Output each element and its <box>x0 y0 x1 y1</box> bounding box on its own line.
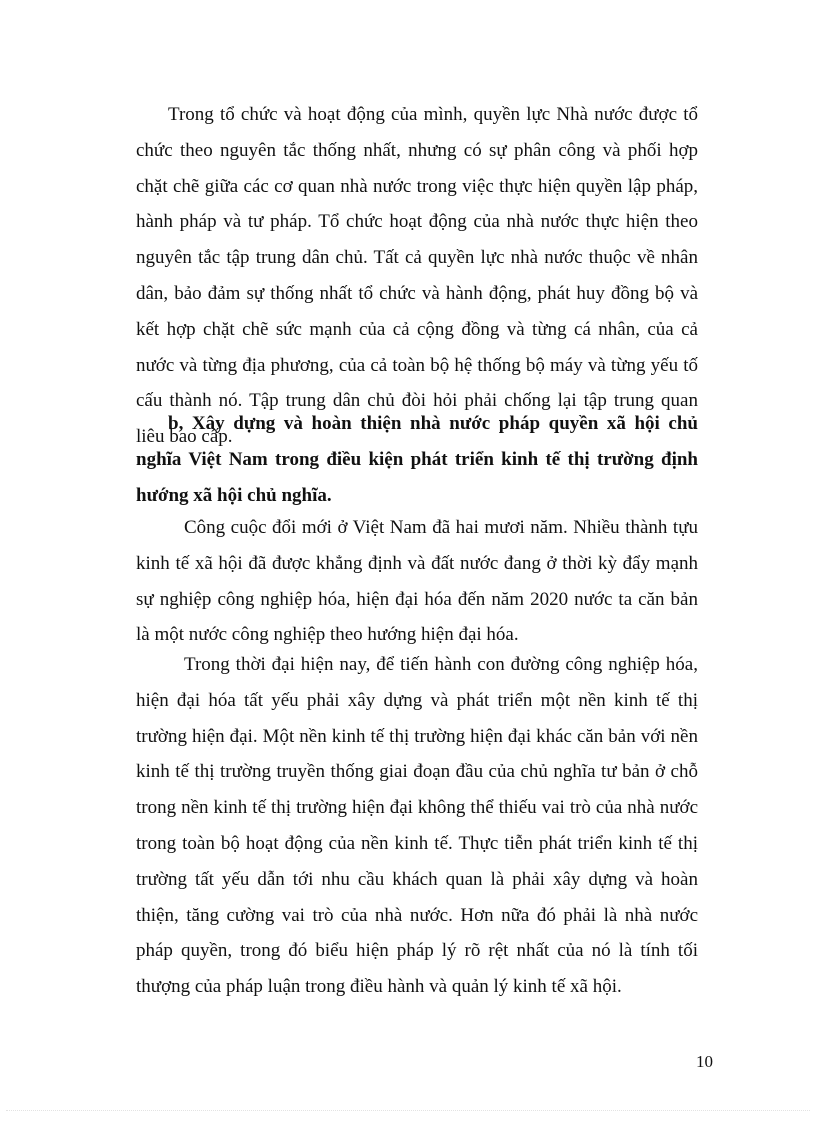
page-bottom-border <box>6 1110 810 1111</box>
page-number: 10 <box>696 1052 713 1071</box>
section-heading-b: b, Xây dựng và hoàn thiện nhà nước pháp quyền xã hội chủ nghĩa Việt Nam trong điều kiện phát triển kinh tế thị trường định hướng xã hội chủ nghĩa. <box>136 413 698 506</box>
body-paragraph-1: Trong tổ chức và hoạt động của mình, quyền lực Nhà nước được tổ chức theo nguyên tắc thống nhất, nhưng có sự phân công và phối hợp chặt chẽ giữa các cơ quan nhà nước trong việc thực hiện quyền lập pháp, hành pháp và tư pháp. Tổ chức hoạt động của nhà nước thực hiện theo nguyên tắc tập trung dân chủ. Tất cả quyền lực nhà nước thuộc về nhân dân, bảo đảm sự thống nhất tổ chức và hành động, phát huy đồng bộ và kết hợp chặt chẽ sức mạnh của cả cộng đồng và từng cá nhân, của cả nước và từng địa phương, của cả toàn bộ hệ thống bộ máy và từng yếu tố cấu thành nó. Tập trung dân chủ đòi hỏi phải chống lại tập trung quan liêu bao cấp. <box>136 104 698 448</box>
body-paragraph-3: Trong thời đại hiện nay, để tiến hành con đường công nghiệp hóa, hiện đại hóa tất yếu phải xây dựng và phát triển một nền kinh tế thị trường hiện đại. Một nền kinh tế thị trường hiện đại khác căn bản với nền kinh tế thị trường truyền thống giai đoạn đầu của chủ nghĩa tư bản ở chỗ trong nền kinh tế thị trường hiện đại không thể thiếu vai trò của nhà nước trong toàn bộ hoạt động của nền kinh tế. Thực tiễn phát triển kinh tế thị trường tất yếu dẫn tới nhu cầu khách quan là phải xây dựng và hoàn thiện, tăng cường vai trò của nhà nước. Hơn nữa đó phải là nhà nước pháp quyền, trong đó biểu hiện pháp lý rõ rệt nhất của nó là tính tối thượng của pháp luận trong điều hành và quản lý kinh tế xã hội. <box>136 654 698 998</box>
body-paragraph-2: Công cuộc đổi mới ở Việt Nam đã hai mươi năm. Nhiều thành tựu kinh tế xã hội đã được khẳng định và đất nước đang ở thời kỳ đẩy mạnh sự nghiệp công nghiệp hóa, hiện đại hóa đến năm 2020 nước ta căn bản là một nước công nghiệp theo hướng hiện đại hóa. <box>136 517 698 646</box>
